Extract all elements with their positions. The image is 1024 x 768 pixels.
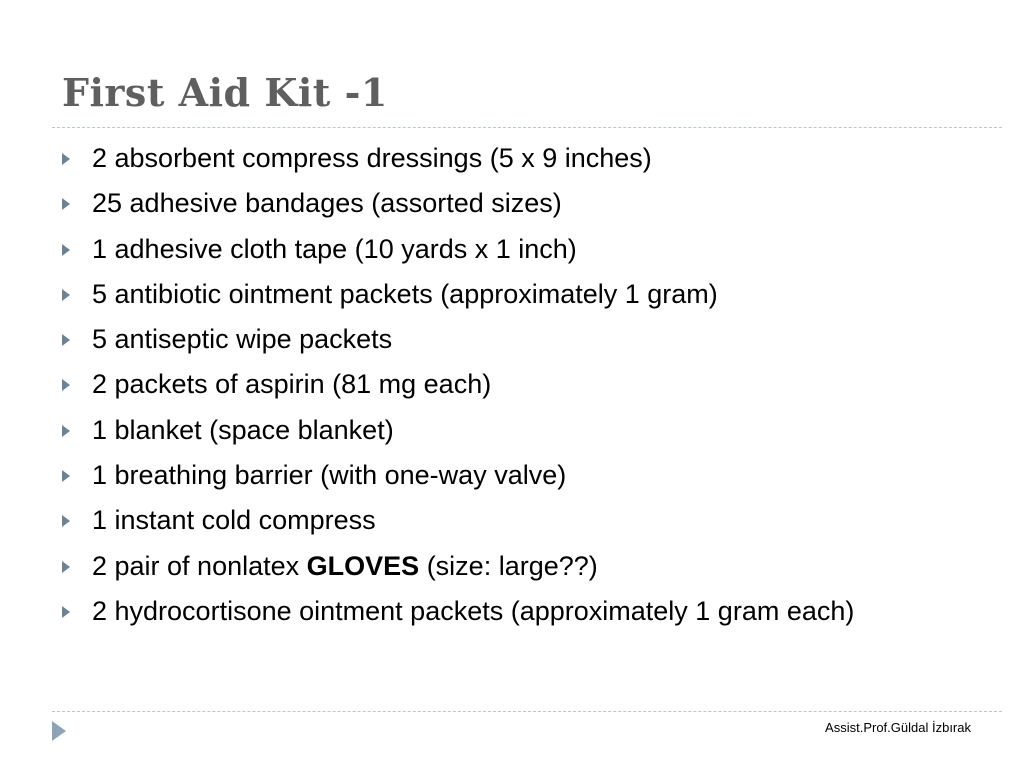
gloves-emphasis: GLOVES	[306, 550, 420, 581]
next-slide-arrow-icon[interactable]	[52, 721, 66, 741]
triangle-bullet-icon	[62, 515, 70, 527]
triangle-bullet-icon	[62, 425, 70, 437]
list-item	[62, 185, 962, 221]
slide-title: First Aid Kit -1	[62, 70, 388, 115]
bullet-list	[62, 140, 962, 638]
triangle-bullet-icon	[62, 470, 70, 482]
list-item-text: 2 absorbent compress dressings (5 x 9 inches)	[92, 143, 652, 173]
list-item	[62, 412, 962, 448]
list-item	[62, 231, 962, 267]
list-item	[62, 548, 962, 584]
triangle-bullet-icon	[62, 198, 70, 210]
triangle-bullet-icon	[62, 379, 70, 391]
list-item-text: 1 blanket (space blanket)	[92, 414, 394, 445]
list-item-text: 1 instant cold compress	[92, 505, 376, 536]
triangle-bullet-icon	[62, 334, 70, 346]
triangle-bullet-icon	[62, 606, 70, 618]
list-item-text: 1 adhesive cloth tape (10 yards x 1 inch)	[92, 233, 577, 264]
list-item	[62, 321, 962, 357]
triangle-bullet-icon	[62, 244, 70, 256]
list-item-text: 5 antiseptic wipe packets	[92, 324, 393, 355]
list-item-text: 25 adhesive bandages (assorted sizes)	[92, 188, 562, 219]
triangle-bullet-icon	[62, 289, 70, 301]
list-item-text: 5 antibiotic ointment packets (approximately 1 gram)	[92, 278, 718, 309]
list-item	[62, 140, 962, 176]
list-item-text: 2 hydrocortisone ointment packets (approximately 1 gram each)	[92, 595, 855, 626]
footer-author: Assist.Prof.Güldal İzbırak	[825, 720, 971, 735]
list-item	[62, 593, 962, 629]
list-item	[62, 457, 962, 493]
list-item-text: 2 packets of aspirin (81 mg each)	[92, 369, 492, 400]
title-divider	[52, 127, 1002, 128]
list-item-text: 1 breathing barrier (with one-way valve)	[92, 460, 567, 491]
triangle-bullet-icon	[62, 153, 70, 165]
list-item-text-pre: 2 pair of nonlatex	[92, 550, 307, 581]
list-item-text-post: (size: large??)	[419, 550, 598, 581]
list-item	[62, 366, 962, 402]
list-item	[62, 276, 962, 312]
footer-divider	[52, 711, 1002, 712]
list-item	[62, 502, 962, 538]
triangle-bullet-icon	[62, 561, 70, 573]
